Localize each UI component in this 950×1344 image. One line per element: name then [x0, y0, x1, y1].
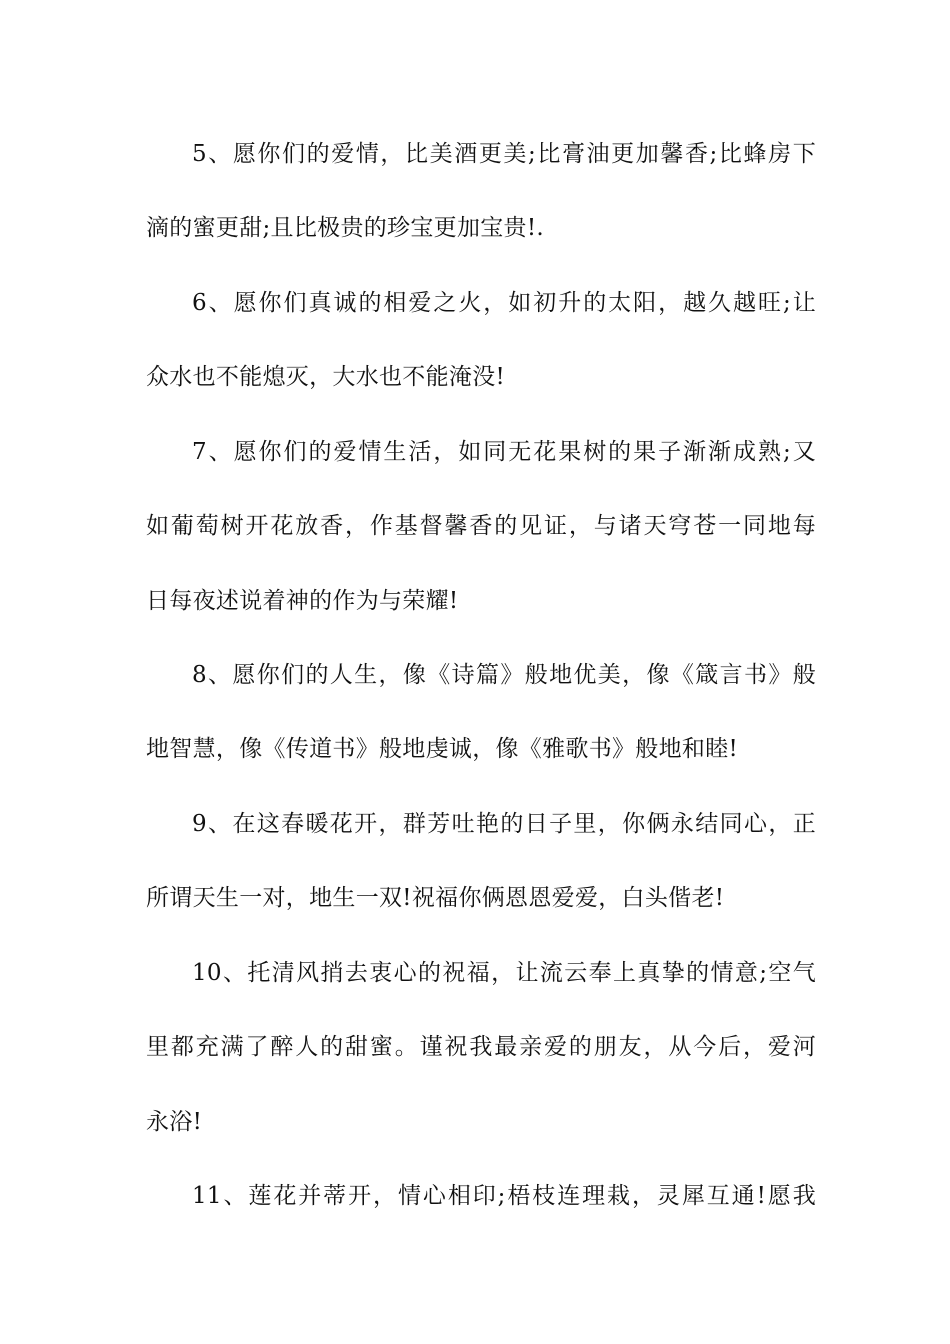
paragraph-9-line-2: 所谓天生一对，地生一双!祝福你俩恩恩爱爱，白头偕老!: [146, 885, 725, 911]
paragraph-10-line-3: 永浴!: [146, 1109, 203, 1135]
paragraph-7-line-2: 如葡萄树开花放香，作基督馨香的见证，与诸天穹苍一同地每: [146, 513, 816, 539]
paragraph-5-line-1: 5、愿你们的爱情，比美酒更美;比膏油更加馨香;比蜂房下: [192, 141, 816, 167]
paragraph-6-line-2: 众水也不能熄灭，大水也不能淹没!: [146, 364, 506, 390]
paragraph-8-line-1: 8、愿你们的人生，像《诗篇》般地优美，像《箴言书》般: [192, 662, 816, 688]
paragraph-8-line-2: 地智慧，像《传道书》般地虔诚，像《雅歌书》般地和睦!: [146, 736, 739, 762]
paragraph-7-line-3: 日每夜述说着神的作为与荣耀!: [146, 588, 459, 614]
paragraph-5-line-2: 滴的蜜更甜;且比极贵的珍宝更加宝贵!.: [146, 215, 545, 241]
paragraph-11-line-1: 11、莲花并蒂开，情心相印;梧枝连理栽，灵犀互通!愿我: [192, 1183, 816, 1209]
paragraph-6-line-1: 6、愿你们真诚的相爱之火，如初升的太阳，越久越旺;让: [192, 290, 816, 316]
paragraph-10-line-2: 里都充满了醉人的甜蜜。谨祝我最亲爱的朋友，从今后，爱河: [146, 1034, 816, 1060]
paragraph-9-line-1: 9、在这春暖花开，群芳吐艳的日子里，你俩永结同心，正: [192, 811, 816, 837]
paragraph-7-line-1: 7、愿你们的爱情生活，如同无花果树的果子渐渐成熟;又: [192, 439, 816, 465]
paragraph-10-line-1: 10、托清风捎去衷心的祝福，让流云奉上真挚的情意;空气: [192, 960, 816, 986]
